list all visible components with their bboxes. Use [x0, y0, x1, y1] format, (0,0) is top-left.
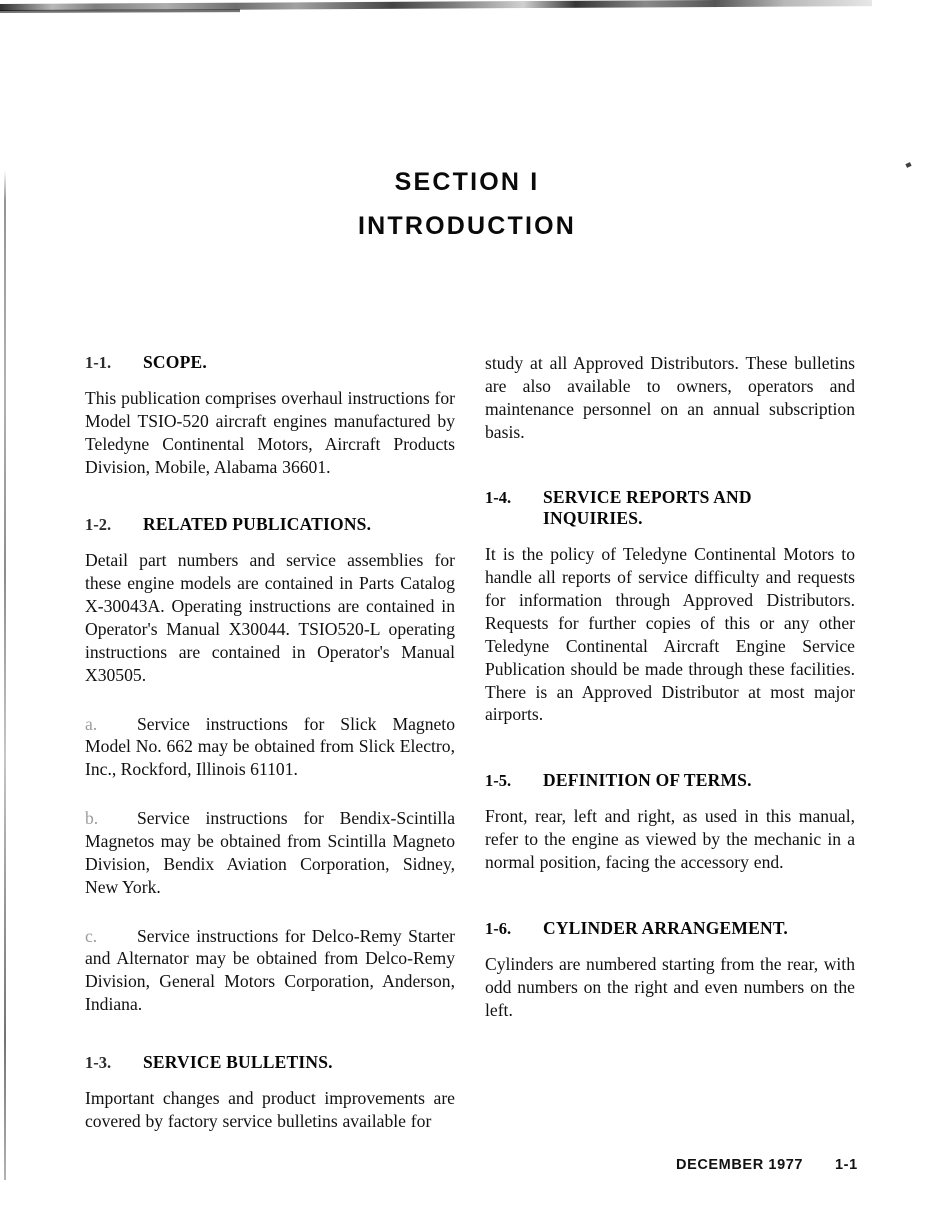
paragraph-1-6-text: Cylinders are numbered starting from the rear, with odd numbers on the right and even numbers on the left. — [485, 953, 855, 1020]
footer-page-number: 1-1 — [835, 1157, 858, 1173]
list-item-c-text: Service instructions for Delco-Remy Starter and Alternator may be obtained from Delco-Remy Division, General Motors Corporation, Anderson, Indiana. — [85, 925, 455, 1015]
body-columns — [85, 352, 855, 1133]
heading-1-5-number: 1-5. — [485, 771, 512, 791]
list-item-b-text: Service instructions for Bendix-Scintilla Magnetos may be obtained from Scintilla Magneto Division, Bendix Aviation Corporation, Sidney, New York. — [85, 808, 455, 897]
list-item-c — [85, 925, 455, 1016]
spacer — [485, 888, 855, 918]
heading-1-2-title: RELATED PUBLICATIONS. — [143, 514, 372, 535]
paragraph-1-4-text: It is the policy of Teledyne Continental Motors to handle all reports of service difficulty and requests for information through Approved Distributors. Requests for further copies of this or any other Teledyne Continental Aircraft Engine Service Publication should be made through these facilities. There is an Approved Distributor at most major airports. — [485, 544, 855, 725]
paragraph-1-1-text: This publication comprises overhaul instructions for Model TSIO-520 aircraft engines manufactured by Teledyne Continental Motors, Aircraft Products Division, Mobile, Alabama 36601. — [85, 388, 455, 477]
heading-1-6-number: 1-6. — [485, 918, 512, 938]
heading-1-1-number: 1-1. — [85, 353, 112, 372]
heading-1-5 — [485, 770, 855, 791]
spacer — [485, 740, 855, 770]
heading-1-4-number: 1-4. — [485, 488, 512, 508]
list-item-a — [85, 713, 455, 782]
heading-1-6-title: CYLINDER ARRANGEMENT. — [543, 917, 789, 938]
right-column — [485, 352, 855, 1133]
heading-1-3-title: SERVICE BULLETINS. — [143, 1052, 333, 1073]
paragraph-1-2-text: Detail part numbers and service assemblies for these engine models are contained in Parts Catalog X-30043A. Operating instructions are contained in Operator's Manual X30044. TSIO520-L operating instructions are contained in Operator's Manual X30505. — [85, 550, 455, 685]
list-item-b — [85, 807, 455, 898]
paragraph-1-3-continuation: study at all Approved Distributors. These bulletins are also available to owners, operators and maintenance personnel on an annual subscription basis. — [485, 353, 855, 442]
list-item-b-marker: b. — [85, 808, 99, 829]
scan-edge-artifact-left — [4, 170, 6, 1180]
heading-1-4-title: SERVICE REPORTS AND INQUIRIES. — [543, 487, 752, 529]
spacer — [485, 457, 855, 487]
heading-1-3-number: 1-3. — [85, 1053, 112, 1073]
heading-1-2 — [85, 514, 455, 535]
heading-1-2-number: 1-2. — [85, 515, 112, 535]
paragraph-1-3-text: Important changes and product improvements are covered by factory service bulletins available for — [85, 1088, 455, 1131]
spacer — [85, 913, 455, 925]
heading-1-1 — [85, 352, 455, 373]
heading-1-5-title: DEFINITION OF TERMS. — [543, 770, 752, 791]
spacer — [85, 701, 455, 713]
spacer — [85, 1030, 455, 1052]
section-title: SECTION I — [394, 168, 540, 196]
spacer — [85, 795, 455, 807]
heading-1-3 — [85, 1052, 455, 1073]
list-item-c-marker: c. — [85, 925, 98, 946]
scan-speck-artifact — [905, 162, 911, 168]
list-item-a-text: Service instructions for Slick Magneto Model No. 662 may be obtained from Slick Electro, Inc., Rockford, Illinois 61101. — [85, 713, 455, 780]
paragraph-1-5-text: Front, rear, left and right, as used in this manual, refer to the engine as viewed by the mechanic in a normal position, facing the accessory end. — [485, 806, 855, 873]
section-subtitle: INTRODUCTION — [357, 212, 577, 240]
footer-date: DECEMBER 1977 — [676, 1157, 804, 1173]
heading-1-1-title: SCOPE. — [143, 352, 207, 372]
list-item-a-marker: a. — [85, 713, 98, 734]
spacer — [85, 492, 455, 514]
heading-1-6 — [485, 918, 855, 939]
scan-edge-artifact-top-secondary — [0, 9, 240, 13]
heading-1-4 — [485, 487, 855, 529]
left-column — [85, 352, 455, 1133]
